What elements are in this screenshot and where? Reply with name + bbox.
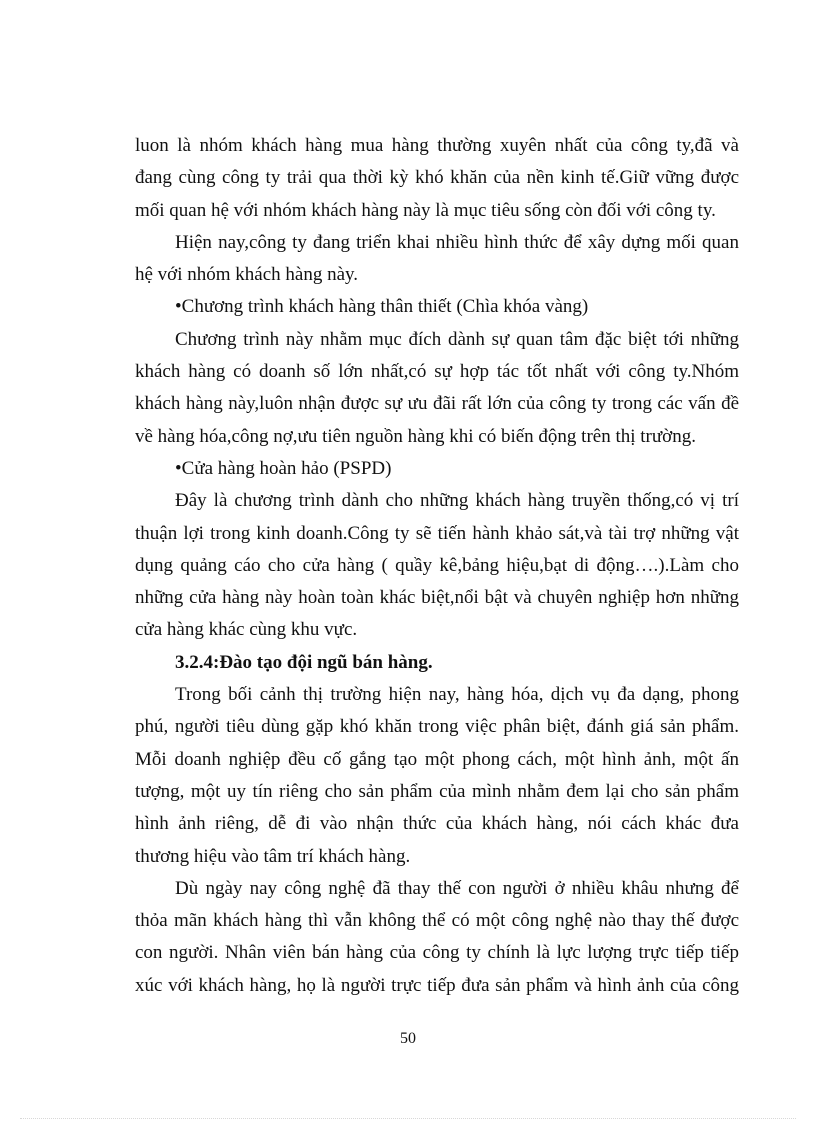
- text-line: Mỗi doanh nghiệp đều cố gắng tạo một phong cách, một hình ảnh, một ấn: [135, 748, 739, 770]
- bullet-item: •Chương trình khách hàng thân thiết (Chìa khóa vàng): [175, 296, 589, 318]
- text-line: Hiện nay,công ty đang triển khai nhiều hình thức để xây dựng mối quan: [175, 231, 739, 253]
- section-heading-text: 3.2.4:Đào tạo đội ngũ bán hàng.: [175, 651, 433, 673]
- bullet-item: •Cửa hàng hoàn hảo (PSPD): [175, 457, 392, 479]
- text-line: những cửa hàng này hoàn toàn khác biệt,nổi bật và chuyên nghiệp hơn những: [135, 587, 739, 609]
- text-line: Chương trình này nhằm mục đích dành sự quan tâm đặc biệt tới những: [175, 328, 739, 350]
- page-number: 50: [400, 1030, 416, 1047]
- text-line: về hàng hóa,công nợ,ưu tiên nguồn hàng khi có biến động trên thị trường.: [135, 425, 696, 447]
- text-line: xúc với khách hàng, họ là người trực tiếp đưa sản phẩm và hình ảnh của công: [135, 974, 739, 996]
- body-text: [135, 130, 739, 1002]
- text-line: phú, người tiêu dùng gặp khó khăn trong việc phân biệt, đánh giá sản phẩm.: [135, 716, 739, 738]
- paragraph-market-context: [135, 679, 739, 873]
- text-line: con người. Nhân viên bán hàng của công ty chính là lực lượng trực tiếp tiếp: [135, 942, 739, 964]
- text-line: luon là nhóm khách hàng mua hàng thường xuyên nhất của công ty,đã và: [135, 135, 739, 156]
- paragraph-continuation: [135, 130, 739, 227]
- bullet-perfect-store: [135, 453, 739, 485]
- text-line: tượng, một uy tín riêng cho sản phẩm của mình nhằm đem lại cho sản phẩm: [135, 780, 739, 802]
- text-line: cửa hàng khác cùng khu vực.: [135, 619, 358, 641]
- text-line: thỏa mãn khách hàng thì vẫn không thể có một công nghệ nào thay thế được: [135, 910, 739, 932]
- text-line: thuận lợi trong kinh doanh.Công ty sẽ tiến hành khảo sát,và tài trợ những vật: [135, 522, 739, 544]
- page-bottom-divider: [20, 1118, 796, 1119]
- text-line: Trong bối cảnh thị trường hiện nay, hàng hóa, dịch vụ đa dạng, phong: [175, 684, 739, 706]
- paragraph-current-activities: [135, 227, 739, 292]
- text-line: đang cùng công ty trải qua thời kỳ khó khăn của nền kinh tế.Giữ vững được: [135, 167, 739, 189]
- text-line: khách hàng này,luôn nhận được sự ưu đãi rất lớn của công ty trong các vấn đề: [135, 393, 739, 415]
- text-line: mối quan hệ với nhóm khách hàng này là mục tiêu sống còn đối với công ty.: [135, 199, 716, 221]
- text-line: hình ảnh riêng, dễ đi vào nhận thức của khách hàng, nói cách khác đưa: [135, 813, 739, 835]
- text-line: hệ với nhóm khách hàng này.: [135, 264, 359, 286]
- paragraph-sales-staff: [135, 873, 739, 1002]
- section-heading: [135, 647, 739, 679]
- text-line: khách hàng có doanh số lớn nhất,có sự hợp tác tốt nhất với công ty.Nhóm: [135, 361, 739, 383]
- text-line: dụng quảng cáo cho cửa hàng ( quầy kê,bảng hiệu,bạt di động….).Làm cho: [135, 554, 739, 576]
- bullet-loyalty-program: [135, 291, 739, 323]
- text-line: thương hiệu vào tâm trí khách hàng.: [135, 845, 411, 867]
- paragraph-loyalty-program: [135, 324, 739, 453]
- paragraph-perfect-store: [135, 485, 739, 646]
- text-line: Đây là chương trình dành cho những khách hàng truyền thống,có vị trí: [175, 490, 739, 512]
- text-line: Dù ngày nay công nghệ đã thay thế con người ở nhiều khâu nhưng để: [175, 877, 739, 899]
